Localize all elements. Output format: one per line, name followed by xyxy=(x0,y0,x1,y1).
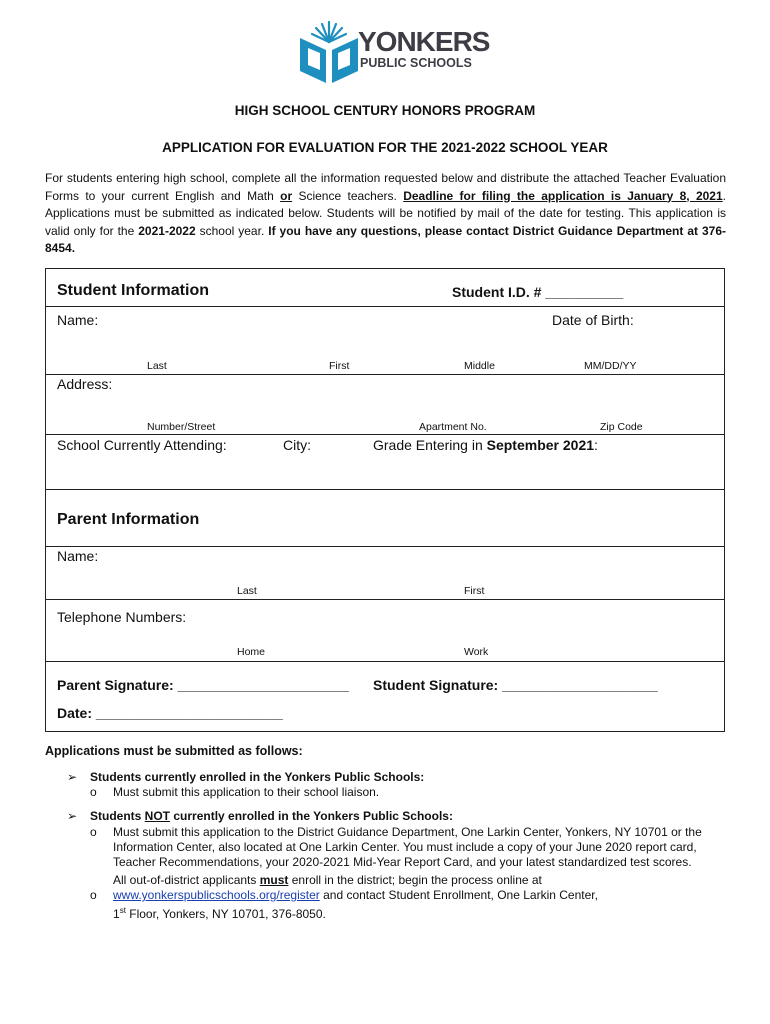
intro-text-4: school year. xyxy=(195,223,269,238)
logo-subtitle: PUBLIC SCHOOLS xyxy=(360,56,472,70)
parent-info-heading: Parent Information xyxy=(57,511,200,528)
divider xyxy=(46,489,724,490)
city-label: City: xyxy=(283,437,311,453)
grade-label-bold: September 2021 xyxy=(486,437,595,453)
g2-title-post: currently enrolled in the Yonkers Public Schools: xyxy=(170,809,453,823)
apartment-hint: Apartment No. xyxy=(419,421,487,433)
document-subtitle: APPLICATION FOR EVALUATION FOR THE 2021-2022 SCHOOL YEAR xyxy=(162,140,608,155)
arrow-bullet-icon: ➢ xyxy=(67,809,78,823)
divider xyxy=(46,374,724,375)
intro-year: 2021-2022 xyxy=(138,223,196,238)
floor-suffix: st xyxy=(119,906,126,915)
student-info-heading: Student Information xyxy=(57,282,209,299)
grade-label-text: Grade Entering in xyxy=(373,437,487,453)
document-title: HIGH SCHOOL CENTURY HONORS PROGRAM xyxy=(234,103,536,118)
student-signature-field[interactable]: Student Signature: ____________________ xyxy=(373,677,658,693)
divider xyxy=(46,599,724,600)
item2-post: enroll in the district; begin the process online at xyxy=(288,873,542,887)
bullet-icon: o xyxy=(90,888,97,902)
home-phone-hint: Home xyxy=(237,646,266,658)
middle-name-hint: Middle xyxy=(464,360,495,372)
item2-tail: and contact Student Enrollment, One Larkin Center, xyxy=(319,888,598,902)
school-attending-label: School Currently Attending: xyxy=(57,437,227,453)
group-enrolled xyxy=(45,770,735,800)
bullet-icon: o xyxy=(90,785,97,799)
intro-deadline: Deadline for filing the application is January 8, 2021 xyxy=(403,188,723,203)
book-logo-icon xyxy=(298,20,360,84)
g2-title-pre: Students xyxy=(90,809,145,823)
intro-text-1: For students entering high school, complete all the information requested below and distribute the attached Teacher Evaluation Forms to your current English and Math xyxy=(45,171,726,203)
group-not-enrolled-title xyxy=(90,809,735,824)
logo-name: YONKERS xyxy=(358,26,490,57)
address-label: Address: xyxy=(57,376,113,392)
intro-paragraph xyxy=(45,170,726,258)
grade-label-colon: : xyxy=(594,437,598,453)
date-field[interactable]: Date: ________________________ xyxy=(57,705,283,721)
yonkers-logo xyxy=(298,20,490,84)
intro-questions: If you have any questions, please contact District Guidance Department at 376-8454. xyxy=(45,223,726,255)
last-name-hint: Last xyxy=(147,360,167,372)
parent-signature-field[interactable]: Parent Signature: ______________________ xyxy=(57,677,349,693)
parent-name-label: Name: xyxy=(57,548,99,564)
divider xyxy=(46,306,724,307)
date-of-birth-label: Date of Birth: xyxy=(552,312,634,328)
floor-number: 1 xyxy=(113,907,120,921)
parent-first-hint: First xyxy=(464,585,485,597)
bullet-icon: o xyxy=(90,825,97,839)
g2-title-not: NOT xyxy=(144,809,171,823)
group-not-enrolled-item-1: Must submit this application to the District Guidance Department, One Larkin Center, Yonkers, NY 10701 or the Information Center, also located at One Larkin Center. You must include a copy of your June 2020 report card, Teacher Recommendations, your 2020-2021 Mid-Year Report Card, and your latest standardized test scores. xyxy=(113,825,702,869)
zip-code-hint: Zip Code xyxy=(600,421,643,433)
application-form xyxy=(45,268,725,732)
arrow-bullet-icon: ➢ xyxy=(67,770,78,784)
parent-last-hint: Last xyxy=(237,585,257,597)
street-hint: Number/Street xyxy=(147,421,216,433)
register-link[interactable]: www.yonkerspublicschools.org/register xyxy=(113,888,320,902)
work-phone-hint: Work xyxy=(464,646,489,658)
divider xyxy=(46,546,724,547)
group-enrolled-title: Students currently enrolled in the Yonkers Public Schools: xyxy=(90,770,425,784)
intro-text-2: Science teachers. xyxy=(292,188,404,203)
floor-rest: Floor, Yonkers, NY 10701, 376-8050. xyxy=(125,907,326,921)
student-id-field[interactable]: Student I.D. # __________ xyxy=(452,284,624,300)
group-not-enrolled-item-2 xyxy=(113,873,735,922)
item2-pre: All out-of-district applicants xyxy=(113,873,260,887)
group-not-enrolled xyxy=(45,809,735,922)
grade-entering-label xyxy=(373,437,598,453)
telephone-label: Telephone Numbers: xyxy=(57,609,187,625)
intro-text-3: . Applications must be submitted as indicated below. Students will be notified by mail of the date for testing. This application is valid only for the xyxy=(45,188,726,238)
divider xyxy=(46,434,724,435)
submission-heading: Applications must be submitted as follows: xyxy=(45,744,303,758)
dob-format-hint: MM/DD/YY xyxy=(584,360,637,372)
intro-or: or xyxy=(280,188,293,203)
student-name-label: Name: xyxy=(57,312,99,328)
first-name-hint: First xyxy=(329,360,350,372)
divider xyxy=(46,661,724,662)
item2-must: must xyxy=(259,873,289,887)
group-enrolled-item: Must submit this application to their school liaison. xyxy=(113,785,380,799)
